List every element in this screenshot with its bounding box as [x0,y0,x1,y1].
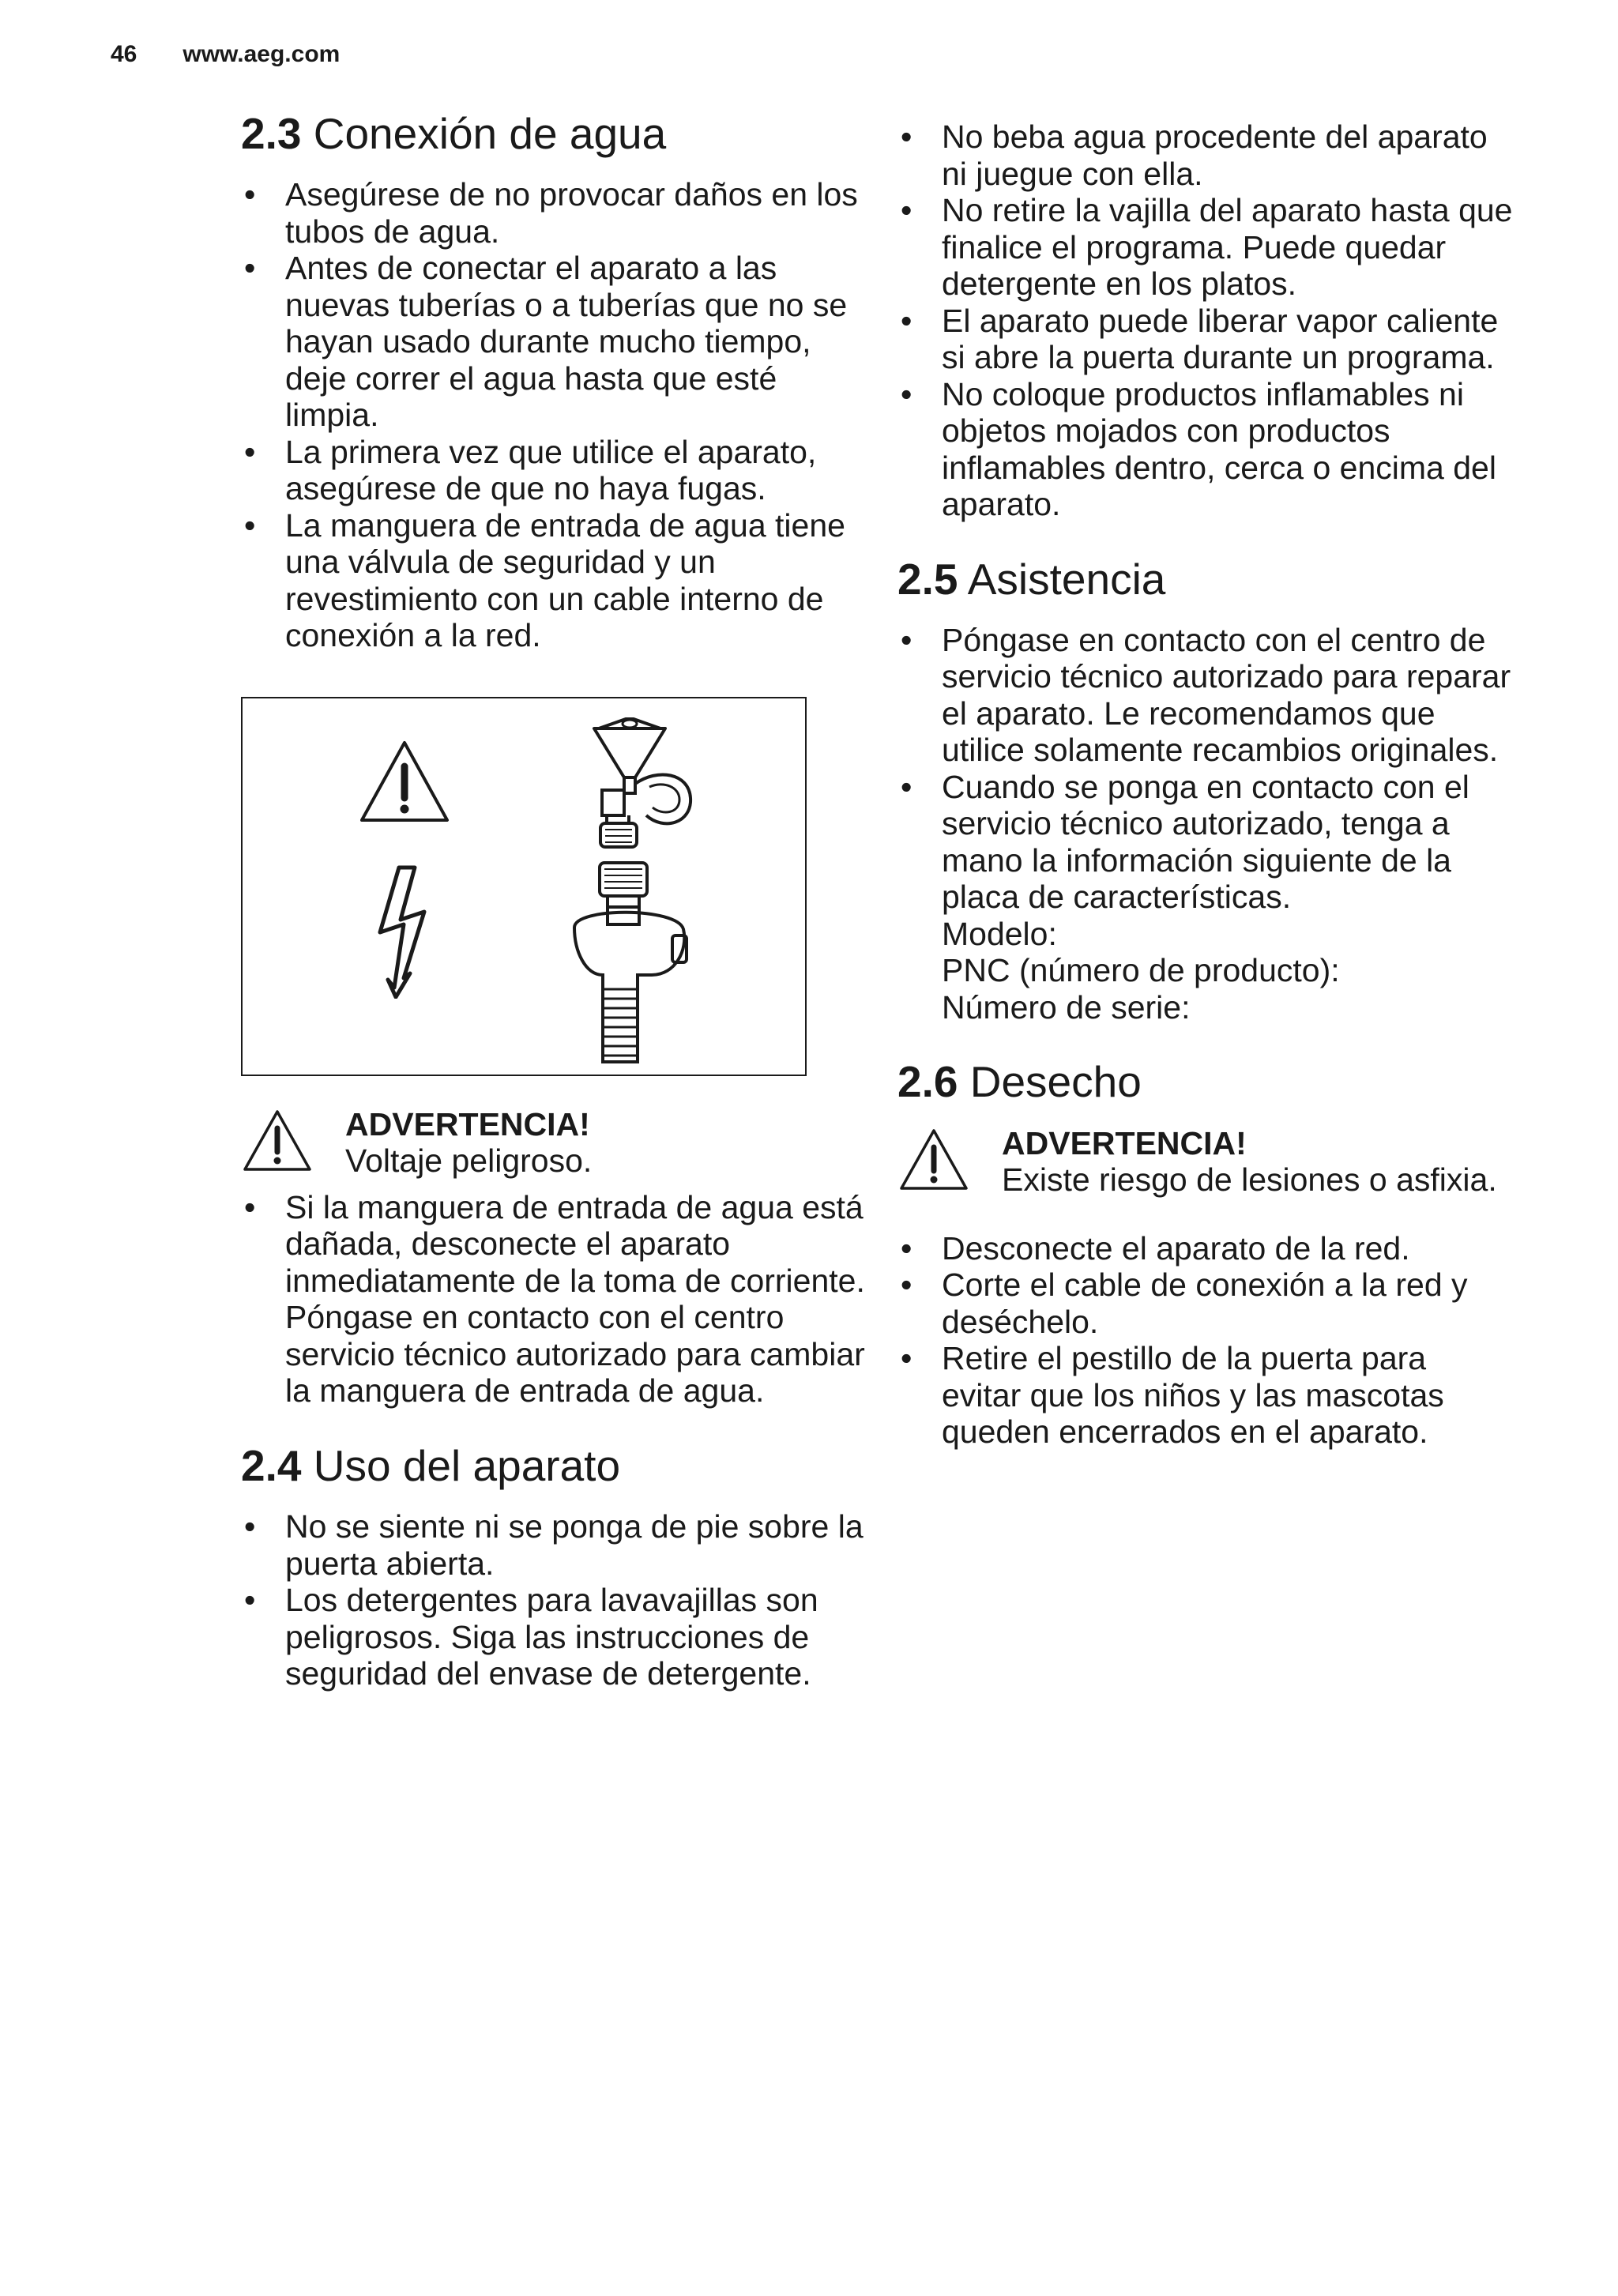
list-item: • Desconecte el aparato de la red. [897,1230,1514,1267]
section-heading-2-6: 2.6 Desecho [897,1057,1142,1107]
page-header [111,41,340,68]
bullet-list-2-4 [241,1508,865,1692]
list-item: • Antes de conectar el aparato a las nuevas tuberías o a tuberías que no se hayan usado durante mucho tiempo, deje correr el agua hasta que esté limpia. [241,250,865,434]
left-column [241,109,865,1692]
bullet-list-2-5 [897,622,1514,1026]
list-item: • El aparato puede liberar vapor caliente si abre la puerta durante un programa. [897,303,1514,376]
list-item [897,769,1514,1026]
list-item: • Corte el cable de conexión a la red y deséchelo. [897,1267,1514,1340]
bullet-list-2-3 [241,176,865,654]
warning-message: Existe riesgo de lesiones o asfixia. [1002,1161,1497,1198]
list-item: • Retire el pestillo de la puerta para evitar que los niños y las mascotas queden encerrados en el aparato. [897,1340,1514,1451]
list-item: • Asegúrese de no provocar daños en los tubos de agua. [241,176,865,250]
info-line-model: Modelo: [942,915,1057,952]
warning-box-disposal [897,1125,1514,1199]
bullet-list-hose-damage [241,1189,865,1410]
water-tap-icon [570,705,705,855]
page-number: 46 [111,41,137,67]
section-heading-2-4: 2.4 Uso del aparato [241,1440,621,1490]
warning-text [345,1106,592,1180]
list-item: • No retire la vajilla del aparato hasta que finalice el programa. Puede quedar detergente en los platos. [897,192,1514,303]
inlet-hose-valve-icon [559,856,701,1070]
warning-title: ADVERTENCIA! [345,1105,590,1142]
list-item: • Si la manguera de entrada de agua está dañada, desconecte el aparato inmediatamente de la toma de corriente. Póngase en contacto con el centro servicio técnico autorizado para cambiar la manguera de entrada de agua. [241,1189,865,1410]
list-item: • No beba agua procedente del aparato ni juegue con ella. [897,119,1514,192]
list-item-text: • Cuando se ponga en contacto con el servicio técnico autorizado, tenga a mano la información siguiente de la placa de características. [942,768,1469,916]
warning-message: Voltaje peligroso. [345,1142,593,1180]
website-url: www.aeg.com [182,41,341,67]
bullet-list-continued [897,119,1514,523]
section-heading-2-3: 2.3 Conexión de agua [241,109,667,158]
bullet-list-2-6 [897,1230,1514,1451]
list-item: • Los detergentes para lavavajillas son peligrosos. Siga las instrucciones de seguridad del envase de detergente. [241,1582,865,1692]
list-item: • Póngase en contacto con el centro de servicio técnico autorizado para reparar el aparato. Le recomendamos que utilice solamente recambios originales. [897,622,1514,769]
list-item: • La primera vez que utilice el aparato, asegúrese de que no haya fugas. [241,434,865,507]
warning-text [1002,1125,1497,1199]
warning-triangle-icon [357,738,452,825]
warning-triangle-icon [897,1127,970,1193]
list-item: • No coloque productos inflamables ni objetos mojados con productos inflamables dentro, cerca o encima del aparato. [897,376,1514,523]
info-line-pnc: PNC (número de producto): [942,952,1340,989]
warning-triangle-icon [241,1108,314,1174]
list-item: • La manguera de entrada de agua tiene una válvula de seguridad y un revestimiento con un cable interno de conexión a la red. [241,507,865,654]
right-column [897,119,1514,1451]
warning-box-voltage [241,1106,865,1180]
lightning-bolt-icon [369,864,440,999]
info-line-serial: Número de serie: [942,988,1191,1026]
section-heading-2-5: 2.5 Asistencia [897,554,1166,604]
warning-title: ADVERTENCIA! [1002,1124,1247,1161]
list-item: • No se siente ni se ponga de pie sobre la puerta abierta. [241,1508,865,1582]
hose-connection-figure [241,697,807,1076]
